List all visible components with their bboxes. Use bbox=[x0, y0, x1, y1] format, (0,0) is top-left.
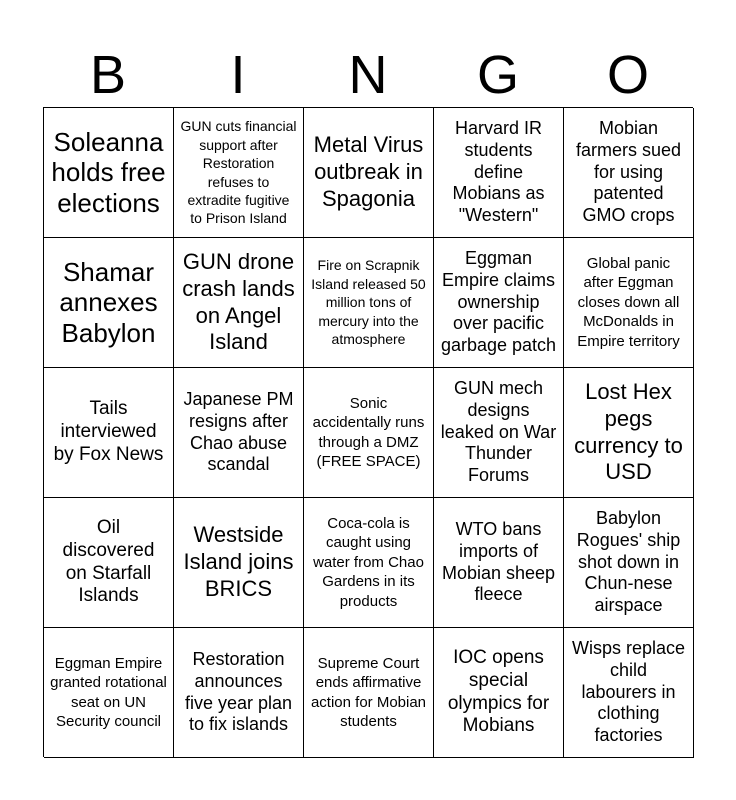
cell-text: Metal Virus outbreak in Spagonia bbox=[313, 132, 424, 211]
header-letter-o: O bbox=[606, 45, 649, 105]
bingo-cell[interactable] bbox=[564, 108, 694, 238]
cell-text: Mobian farmers sued for using patented GMO crops bbox=[575, 117, 682, 226]
bingo-cell[interactable] bbox=[44, 238, 174, 368]
cell-text: Lost Hex pegs currency to USD bbox=[574, 378, 683, 485]
bingo-board bbox=[43, 107, 693, 757]
cell-text: Sonic accidentally runs through a DMZ (FREE SPACE) bbox=[312, 394, 425, 470]
bingo-cell[interactable] bbox=[564, 628, 694, 758]
bingo-cell[interactable] bbox=[304, 238, 434, 368]
bingo-cell[interactable] bbox=[174, 108, 304, 238]
bingo-cell[interactable] bbox=[44, 498, 174, 628]
bingo-cell[interactable] bbox=[174, 628, 304, 758]
cell-text: GUN mech designs leaked on War Thunder Forums bbox=[440, 377, 557, 486]
bingo-header bbox=[43, 44, 693, 106]
bingo-cell[interactable] bbox=[434, 628, 564, 758]
bingo-cell[interactable] bbox=[44, 108, 174, 238]
cell-text: Eggman Empire claims ownership over pacific garbage patch bbox=[440, 247, 557, 356]
bingo-cell[interactable] bbox=[304, 628, 434, 758]
header-letter-i: I bbox=[230, 45, 246, 105]
cell-text: GUN drone crash lands on Angel Island bbox=[182, 248, 295, 355]
bingo-cell[interactable] bbox=[434, 238, 564, 368]
cell-text: Shamar annexes Babylon bbox=[59, 256, 158, 348]
bingo-cell[interactable] bbox=[564, 498, 694, 628]
bingo-cell[interactable] bbox=[434, 108, 564, 238]
cell-text: IOC opens special olympics for Mobians bbox=[447, 646, 550, 737]
header-letter-n: N bbox=[348, 45, 388, 105]
bingo-cell[interactable] bbox=[174, 368, 304, 498]
header-letter-g: G bbox=[476, 45, 519, 105]
bingo-cell[interactable] bbox=[44, 368, 174, 498]
cell-text: Japanese PM resigns after Chao abuse scandal bbox=[183, 388, 294, 475]
cell-text: Tails interviewed by Fox News bbox=[53, 398, 164, 465]
cell-text: Supreme Court ends affirmative action for Mobian students bbox=[310, 654, 427, 730]
cell-text: Oil discovered on Starfall Islands bbox=[62, 516, 155, 607]
bingo-cell[interactable] bbox=[304, 498, 434, 628]
header-letter-b: B bbox=[89, 45, 127, 105]
cell-text: Coca-cola is caught using water from Chao Gardens in its products bbox=[313, 514, 424, 610]
cell-text: Babylon Rogues' ship shot down in Chun-nese airspace bbox=[576, 507, 681, 616]
bingo-cell[interactable] bbox=[44, 628, 174, 758]
cell-text: Eggman Empire granted rotational seat on UN Security council bbox=[50, 654, 167, 730]
bingo-cell[interactable] bbox=[564, 368, 694, 498]
cell-text: Westside Island joins BRICS bbox=[183, 522, 294, 601]
bingo-cell[interactable] bbox=[174, 238, 304, 368]
cell-text: Global panic after Eggman closes down all McDonalds in Empire territory bbox=[577, 254, 680, 350]
cell-text: WTO bans imports of Mobian sheep fleece bbox=[441, 518, 556, 605]
cell-text: Soleanna holds free elections bbox=[51, 126, 166, 218]
bingo-cell[interactable] bbox=[304, 108, 434, 238]
cell-text: GUN cuts financial support after Restoration refuses to extradite fugitive to Prison Island bbox=[180, 118, 297, 227]
free-space-cell[interactable] bbox=[304, 368, 434, 498]
cell-text: Fire on Scrapnik Island released 50 million tons of mercury into the atmosphere bbox=[311, 257, 426, 348]
bingo-cell[interactable] bbox=[174, 498, 304, 628]
cell-text: Harvard IR students define Mobians as "Western" bbox=[452, 117, 545, 226]
bingo-cell[interactable] bbox=[564, 238, 694, 368]
cell-text: Restoration announces five year plan to fix islands bbox=[184, 648, 293, 735]
cell-text: Wisps replace child labourers in clothing factories bbox=[571, 637, 686, 746]
bingo-cell[interactable] bbox=[434, 368, 564, 498]
bingo-cell[interactable] bbox=[434, 498, 564, 628]
